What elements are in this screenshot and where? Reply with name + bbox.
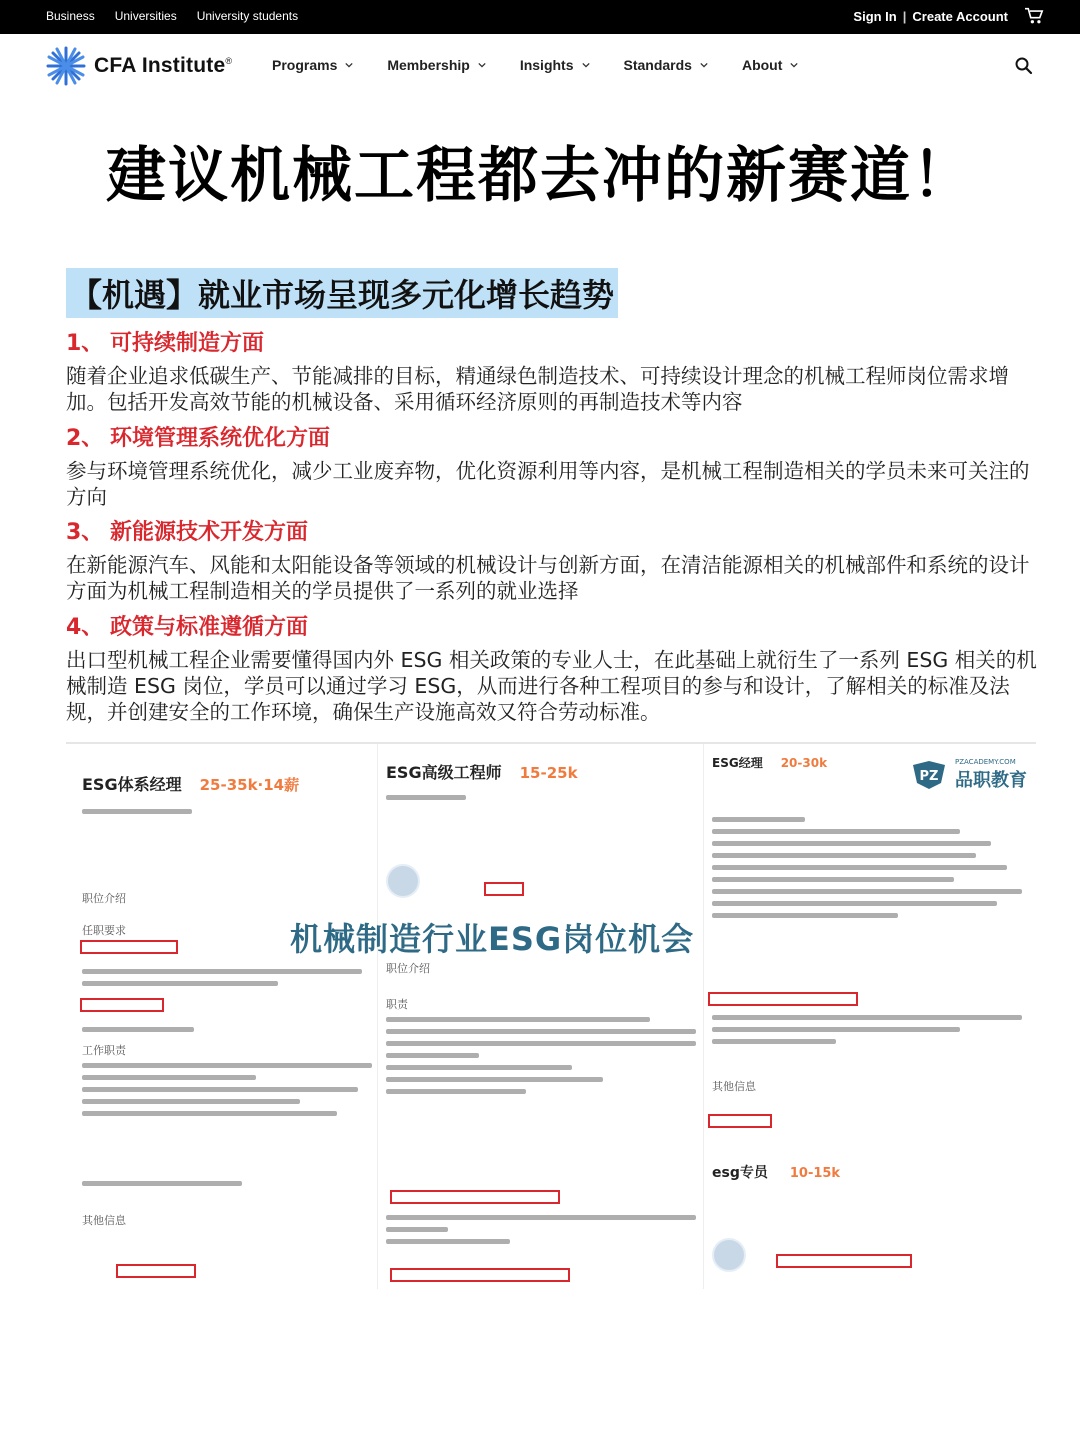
note-lines [82,1174,242,1193]
requirement-lines [712,1008,1022,1051]
section-label: 工作职责 [82,1044,126,1057]
section-title: 【机遇】就业市场呈现多元化增长趋势 [66,268,618,318]
sign-in-link[interactable]: Sign In [853,8,897,24]
search-icon[interactable] [1014,56,1034,76]
job-salary: 10-15k [789,1166,841,1181]
brand-name: CFA Institute® [94,54,233,77]
chevron-down-icon [700,61,708,69]
job-salary: 25-35k·14薪 [199,776,300,794]
menu-programs[interactable] [272,57,353,73]
job-posting-collage [66,742,1036,1287]
point-title: 2、 环境管理系统优化方面 [66,426,331,451]
main-nav [0,34,1080,100]
menu-label: Standards [623,57,692,73]
job-title: ESG体系经理 [82,775,182,794]
job-meta-lines [386,788,466,807]
university-students-link[interactable]: University students [196,9,299,23]
job-title: ESG高级工程师 [386,763,502,782]
menu-about[interactable] [742,57,798,73]
job-card-esg-manager [703,744,1036,1289]
section-label: 任职要求 [82,924,126,937]
requirement-lines [82,962,362,993]
pz-brand-text [955,758,1027,792]
point-body: 在新能源汽车、风能和太阳能设备等领域的机械设计与创新方面，在清洁能源相关的机械部件和系统的设计方面为机械工程制造相关的学员提供了一系列的就业选择 [66,553,1030,603]
recruiter-avatar [386,864,420,898]
job-card-esg-senior-engineer [378,744,703,1289]
menu-label: Programs [272,57,338,73]
cart-icon[interactable] [1024,7,1044,25]
point-body: 参与环境管理系统优化，减少工业废弃物，优化资源利用等内容，是机械工程制造相关的学员未来可关注的方向 [66,459,1030,509]
duty-lines [712,810,1022,925]
menu-label: Insights [519,57,574,73]
menu-standards[interactable] [624,57,708,73]
highlight-box [708,992,858,1006]
point-1 [66,326,1041,415]
menu-label: Membership [387,57,470,73]
account-separator: | [902,8,907,24]
duty-lines [386,1010,696,1101]
duty-lines [82,1056,372,1123]
create-account-link[interactable]: Create Account [912,8,1008,24]
highlight-box [708,1114,772,1128]
audience-links [46,9,298,23]
point-body: 出口型机械工程企业需要懂得国内外 ESG 相关政策的专业人士，在此基础上就衍生了一系列 ESG 相关的机械制造 ESG 岗位，学员可以通过学习 ESG，从而进行各种工程项目的参与和设计，了解相关的标准及法规，并创建安全的工作环境，确保生产设施高效又符合劳动标准。 [66,648,1037,724]
universities-link[interactable]: Universities [114,9,177,23]
job-title: esg专员 [712,1165,768,1181]
point-4 [66,610,1041,725]
point-title: 1、 可持续制造方面 [66,331,265,356]
chevron-down-icon [478,61,486,69]
job-salary: 15-25k [519,764,578,782]
pz-academy-logo [909,758,1027,792]
highlight-box [116,1264,196,1278]
business-link[interactable]: Business [46,9,95,23]
job-title: ESG经理 [712,756,763,770]
chevron-down-icon [790,61,798,69]
article-headline: 建议机械工程都去冲的新赛道！ [106,141,974,211]
highlight-box [484,882,524,896]
job-meta-lines [82,802,192,821]
menu-membership[interactable] [387,57,485,73]
pz-shield-icon [909,759,949,791]
section-label: 职责 [386,998,408,1011]
pz-mark: PZ [919,769,939,784]
section-label: 其他信息 [712,1080,756,1093]
point-title: 3、 新能源技术开发方面 [66,520,309,545]
section-label: 其他信息 [82,1214,126,1227]
point-3 [66,515,1041,604]
recruiter-avatar [712,1238,746,1272]
section-label: 职位介绍 [386,962,430,975]
pz-name: 品职教育 [955,770,1027,791]
highlight-box [80,998,164,1012]
account-area [853,7,1044,25]
point-2 [66,421,1041,510]
point-body: 随着企业追求低碳生产、节能减排的目标，精通绿色制造技术、可持续设计理念的机械工程师岗位需求增加。包括开发高效节能的机械设备、采用循环经济原则的再制造技术等内容 [66,364,1009,414]
utility-bar [0,0,1080,34]
job-salary: 20-30k [780,756,828,770]
primary-menu [272,57,832,73]
cfa-globe-icon [46,46,86,86]
highlight-box [390,1190,560,1204]
point-title: 4、 政策与标准遵循方面 [66,615,309,640]
cfa-logo[interactable] [46,46,232,86]
menu-label: About [741,57,783,73]
chevron-down-icon [582,61,590,69]
pz-url: PZACADEMY.COM [955,758,1016,766]
job-card-esg-system-manager [66,744,378,1289]
duty-lines [82,1020,362,1039]
chevron-down-icon [345,61,353,69]
highlight-box [80,940,178,954]
requirement-lines [386,1208,696,1251]
highlight-box [390,1268,570,1282]
highlight-box [776,1254,912,1268]
collage-overlay-title: 机械制造行业ESG岗位机会 [290,920,695,958]
menu-insights[interactable] [520,57,590,73]
section-label: 职位介绍 [82,892,126,905]
